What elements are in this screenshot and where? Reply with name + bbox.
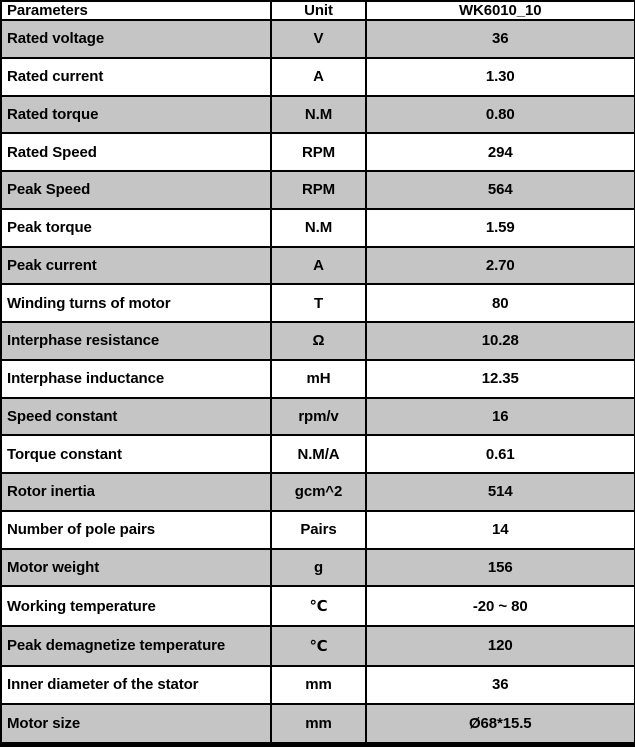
- column-header-unit: Unit: [271, 1, 366, 20]
- table-row: [1, 209, 635, 247]
- table-row: [1, 58, 635, 96]
- table-row: [1, 20, 635, 58]
- column-header-parameters: Parameters: [1, 1, 271, 20]
- value-cell: 564: [366, 171, 635, 209]
- value-cell: 2.70: [366, 247, 635, 285]
- unit-cell: N.M/A: [271, 435, 366, 473]
- parameter-name-cell: Rated torque: [1, 96, 271, 134]
- parameter-name-cell: Peak torque: [1, 209, 271, 247]
- parameter-name-cell: Torque constant: [1, 435, 271, 473]
- table-row: [1, 626, 635, 666]
- unit-cell: ℃: [271, 586, 366, 626]
- unit-cell: gcm^2: [271, 473, 366, 511]
- table-row: [1, 284, 635, 322]
- table-row: [1, 666, 635, 704]
- value-cell: 156: [366, 549, 635, 587]
- parameter-name-cell: Motor weight: [1, 549, 271, 587]
- value-cell: 294: [366, 133, 635, 171]
- table-row: [1, 435, 635, 473]
- parameter-name-cell: Interphase resistance: [1, 322, 271, 360]
- table-row: [1, 549, 635, 587]
- table-row: [1, 398, 635, 436]
- parameter-name-cell: Rated voltage: [1, 20, 271, 58]
- header-row: [1, 1, 635, 20]
- parameter-name-cell: Peak current: [1, 247, 271, 285]
- unit-cell: A: [271, 247, 366, 285]
- value-cell: 12.35: [366, 360, 635, 398]
- value-cell: Ø68*15.5: [366, 704, 635, 745]
- table-row: [1, 322, 635, 360]
- unit-cell: N.M: [271, 96, 366, 134]
- value-cell: 36: [366, 666, 635, 704]
- unit-cell: rpm/v: [271, 398, 366, 436]
- spec-table-body: [1, 20, 635, 745]
- unit-cell: mm: [271, 666, 366, 704]
- parameter-name-cell: Peak Speed: [1, 171, 271, 209]
- unit-cell: g: [271, 549, 366, 587]
- unit-cell: mH: [271, 360, 366, 398]
- parameter-name-cell: Working temperature: [1, 586, 271, 626]
- table-row: [1, 247, 635, 285]
- value-cell: 14: [366, 511, 635, 549]
- unit-cell: A: [271, 58, 366, 96]
- parameter-name-cell: Rated Speed: [1, 133, 271, 171]
- value-cell: 1.30: [366, 58, 635, 96]
- value-cell: -20 ~ 80: [366, 586, 635, 626]
- table-row: [1, 96, 635, 134]
- unit-cell: N.M: [271, 209, 366, 247]
- parameter-name-cell: Interphase inductance: [1, 360, 271, 398]
- unit-cell: ℃: [271, 626, 366, 666]
- parameter-name-cell: Speed constant: [1, 398, 271, 436]
- unit-cell: Ω: [271, 322, 366, 360]
- table-row: [1, 133, 635, 171]
- table-row: [1, 473, 635, 511]
- value-cell: 10.28: [366, 322, 635, 360]
- parameter-name-cell: Rated current: [1, 58, 271, 96]
- value-cell: 16: [366, 398, 635, 436]
- parameter-name-cell: Peak demagnetize temperature: [1, 626, 271, 666]
- parameter-name-cell: Number of pole pairs: [1, 511, 271, 549]
- value-cell: 120: [366, 626, 635, 666]
- parameter-name-cell: Winding turns of motor: [1, 284, 271, 322]
- table-row: [1, 586, 635, 626]
- parameter-name-cell: Rotor inertia: [1, 473, 271, 511]
- unit-cell: T: [271, 284, 366, 322]
- value-cell: 514: [366, 473, 635, 511]
- unit-cell: V: [271, 20, 366, 58]
- table-row: [1, 704, 635, 745]
- table-row: [1, 171, 635, 209]
- parameter-name-cell: Motor size: [1, 704, 271, 745]
- value-cell: 80: [366, 284, 635, 322]
- table-row: [1, 360, 635, 398]
- unit-cell: RPM: [271, 133, 366, 171]
- unit-cell: mm: [271, 704, 366, 745]
- value-cell: 0.61: [366, 435, 635, 473]
- table-row: [1, 511, 635, 549]
- column-header-model: WK6010_10: [366, 1, 635, 20]
- value-cell: 0.80: [366, 96, 635, 134]
- value-cell: 1.59: [366, 209, 635, 247]
- value-cell: 36: [366, 20, 635, 58]
- unit-cell: RPM: [271, 171, 366, 209]
- unit-cell: Pairs: [271, 511, 366, 549]
- parameter-name-cell: Inner diameter of the stator: [1, 666, 271, 704]
